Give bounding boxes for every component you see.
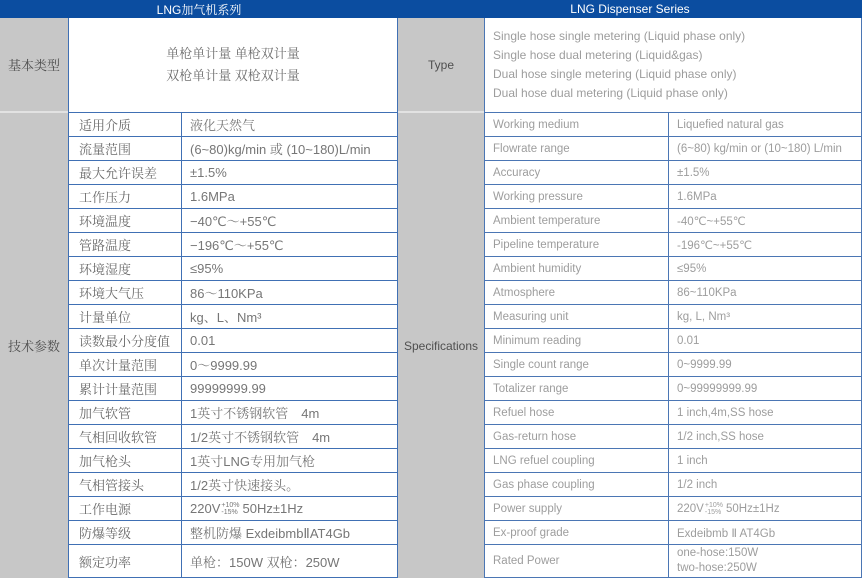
cn-value-cell: 单枪：150W 双枪：250W xyxy=(182,545,398,578)
spec-row xyxy=(69,185,398,209)
cn-header-title: LNG加气机系列 xyxy=(156,2,242,17)
en-value-cell: 1 inch xyxy=(669,449,862,473)
en-name-cell: Rated Power xyxy=(485,545,669,578)
en-value-cell: (6~80) kg/min or (10~180) L/min xyxy=(669,137,862,161)
spec-row xyxy=(485,497,862,521)
en-spec-rows xyxy=(485,113,862,578)
spec-row xyxy=(485,425,862,449)
cn-name-cell: 加气软管 xyxy=(69,401,182,425)
cn-value-cell: 整机防爆 ExdeibmbⅡAT4Gb xyxy=(182,521,398,545)
text-line: Single hose dual metering (Liquid&gas) xyxy=(493,48,703,62)
table-body xyxy=(0,18,862,578)
en-name-cell: Power supply xyxy=(485,497,669,521)
spec-row xyxy=(69,425,398,449)
cn-value-cell: 220V +10% -15% 50Hz±1Hz xyxy=(182,497,398,521)
spec-row xyxy=(485,353,862,377)
spec-row xyxy=(485,521,862,545)
text-line: Dual hose dual metering (Liquid phase only) xyxy=(493,86,728,100)
en-value-cell: -40℃~+55℃ xyxy=(669,209,862,233)
cn-name-cell: 管路温度 xyxy=(69,233,182,257)
cn-name-cell: 工作电源 xyxy=(69,497,182,521)
spec-row xyxy=(69,305,398,329)
en-name-cell: Working pressure xyxy=(485,185,669,209)
spec-row xyxy=(485,329,862,353)
spec-row xyxy=(485,257,862,281)
en-value-cell: kg, L, Nm³ xyxy=(669,305,862,329)
spec-row xyxy=(69,497,398,521)
cn-name-cell: 最大允许误差 xyxy=(69,161,182,185)
spec-row xyxy=(485,449,862,473)
en-name-cell: Flowrate range xyxy=(485,137,669,161)
en-value-cell: 1 inch,4m,SS hose xyxy=(669,401,862,425)
spec-row xyxy=(69,209,398,233)
spec-row xyxy=(485,137,862,161)
en-value-cell: -196℃~+55℃ xyxy=(669,233,862,257)
cn-name-cell: 读数最小分度值 xyxy=(69,329,182,353)
text-line: one-hose:150W xyxy=(677,547,759,559)
en-value-cell: ±1.5% xyxy=(669,161,862,185)
tolerance-stack: +10% -15% xyxy=(704,501,723,516)
cn-name-cell: 环境大气压 xyxy=(69,281,182,305)
spec-row xyxy=(69,353,398,377)
en-value-cell: 1.6MPa xyxy=(669,185,862,209)
cn-value-cell: −40℃～+55℃ xyxy=(182,209,398,233)
section-label-basic-type: 基本类型 xyxy=(0,18,68,113)
en-value-cell: 1/2 inch,SS hose xyxy=(669,425,862,449)
cn-value-cell: ±1.5% xyxy=(182,161,398,185)
cn-name-cell: 加气枪头 xyxy=(69,449,182,473)
spec-row xyxy=(69,521,398,545)
en-value-cell: Liquefied natural gas xyxy=(669,113,862,137)
cn-name-cell: 工作压力 xyxy=(69,185,182,209)
cn-section-label-column xyxy=(0,18,68,578)
cn-value-cell: 1/2英寸不锈钢软管 4m xyxy=(182,425,398,449)
spec-row xyxy=(69,473,398,497)
en-value-cell: 86~110KPa xyxy=(669,281,862,305)
en-value-cell: 0~99999999.99 xyxy=(669,377,862,401)
en-name-cell: Refuel hose xyxy=(485,401,669,425)
en-name-cell: Ambient temperature xyxy=(485,209,669,233)
spec-row xyxy=(69,233,398,257)
cn-name-cell: 计量单位 xyxy=(69,305,182,329)
en-value-cell xyxy=(669,545,862,578)
cn-value-cell: 86～110KPa xyxy=(182,281,398,305)
cn-value-cell: ≤95% xyxy=(182,257,398,281)
cn-name-cell: 流量范围 xyxy=(69,137,182,161)
section-label-tech-params: 技术参数 xyxy=(7,339,60,354)
cn-value-cell: 液化天然气 xyxy=(182,113,398,137)
cn-name-cell: 额定功率 xyxy=(69,545,182,578)
cn-name-cell: 气相管接头 xyxy=(69,473,182,497)
spec-row xyxy=(69,449,398,473)
en-value-cell: 1/2 inch xyxy=(669,473,862,497)
cn-value-cell: 1.6MPa xyxy=(182,185,398,209)
spec-row xyxy=(69,257,398,281)
spec-row xyxy=(485,281,862,305)
en-name-cell: Minimum reading xyxy=(485,329,669,353)
en-value-cell: ≤95% xyxy=(669,257,862,281)
spec-row xyxy=(69,329,398,353)
en-name-cell: Gas phase coupling xyxy=(485,473,669,497)
cn-name-cell: 防爆等级 xyxy=(69,521,182,545)
spec-row xyxy=(69,377,398,401)
en-value-cell: 0.01 xyxy=(669,329,862,353)
cn-name-cell: 单次计量范围 xyxy=(69,353,182,377)
spec-row xyxy=(69,137,398,161)
section-label-specifications: Specifications xyxy=(403,338,479,353)
cn-name-cell: 环境温度 xyxy=(69,209,182,233)
en-name-cell: Ambient humidity xyxy=(485,257,669,281)
en-name-cell: Gas-return hose xyxy=(485,425,669,449)
cn-name-cell: 适用介质 xyxy=(69,113,182,137)
cn-value-cell: −196℃～+55℃ xyxy=(182,233,398,257)
table-header-band xyxy=(0,0,862,18)
en-name-cell: LNG refuel coupling xyxy=(485,449,669,473)
cn-value-cell: 0.01 xyxy=(182,329,398,353)
en-name-cell: Pipeline temperature xyxy=(485,233,669,257)
cn-name-cell: 环境湿度 xyxy=(69,257,182,281)
en-section-label-column xyxy=(398,18,484,578)
en-spec-table xyxy=(484,18,862,578)
en-name-cell: Measuring unit xyxy=(485,305,669,329)
cn-value-cell: 1/2英寸快速接头。 xyxy=(182,473,398,497)
spec-row xyxy=(485,545,862,578)
spec-row xyxy=(485,377,862,401)
cn-value-cell: 1英寸不锈钢软管 4m xyxy=(182,401,398,425)
en-value-cell: Exdeibmb Ⅱ AT4Gb xyxy=(669,521,862,545)
basic-type-en-values xyxy=(485,18,862,113)
spec-row xyxy=(69,401,398,425)
basic-type-cn-values xyxy=(69,18,398,113)
en-name-cell: Accuracy xyxy=(485,161,669,185)
spec-row xyxy=(485,401,862,425)
cn-spec-table xyxy=(68,18,398,578)
spec-row xyxy=(485,185,862,209)
en-name-cell: Atmosphere xyxy=(485,281,669,305)
spec-row xyxy=(485,233,862,257)
cn-value-cell: kg、L、Nm³ xyxy=(182,305,398,329)
en-name-cell: Totalizer range xyxy=(485,377,669,401)
section-label-type: Type xyxy=(398,18,484,113)
en-name-cell: Working medium xyxy=(485,113,669,137)
cn-spec-rows xyxy=(69,113,398,578)
spec-row xyxy=(69,161,398,185)
text-line: two-hose:250W xyxy=(677,562,757,574)
spec-row xyxy=(69,545,398,578)
text-line: Single hose single metering (Liquid phase only) xyxy=(493,29,746,43)
en-value-cell: 0~9999.99 xyxy=(669,353,862,377)
spec-row xyxy=(485,161,862,185)
text-line: 双枪单计量 双枪双计量 xyxy=(166,68,300,83)
cn-name-cell: 累计计量范围 xyxy=(69,377,182,401)
spec-row xyxy=(485,113,862,137)
spec-row xyxy=(485,473,862,497)
en-value-cell: 220V +10% -15% 50Hz±1Hz xyxy=(669,497,862,521)
cn-value-cell: (6~80)kg/min 或 (10~180)L/min xyxy=(182,137,398,161)
cn-value-cell: 99999999.99 xyxy=(182,377,398,401)
text-line: 单枪单计量 单枪双计量 xyxy=(166,46,300,61)
spec-row xyxy=(485,305,862,329)
en-name-cell: Ex-proof grade xyxy=(485,521,669,545)
spec-row xyxy=(69,281,398,305)
spec-row xyxy=(69,113,398,137)
en-name-cell: Single count range xyxy=(485,353,669,377)
text-line: Dual hose single metering (Liquid phase only) xyxy=(493,67,737,81)
spec-row xyxy=(485,209,862,233)
cn-value-cell: 0～9999.99 xyxy=(182,353,398,377)
cn-name-cell: 气相回收软管 xyxy=(69,425,182,449)
en-header-title: LNG Dispenser Series xyxy=(570,2,690,16)
cn-value-cell: 1英寸LNG专用加气枪 xyxy=(182,449,398,473)
tolerance-stack: +10% -15% xyxy=(221,501,240,516)
